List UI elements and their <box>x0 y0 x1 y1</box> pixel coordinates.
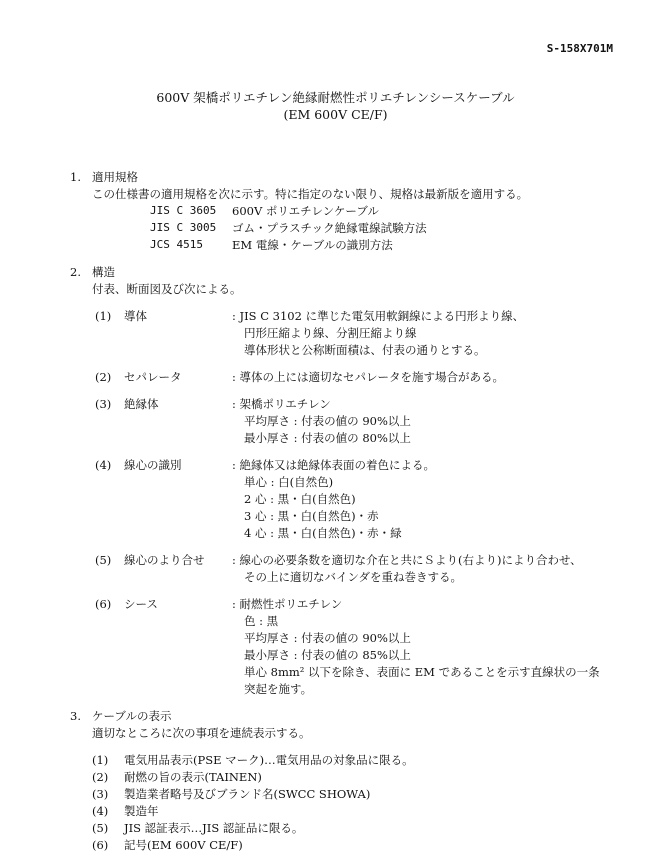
section-heading: 構造 <box>92 265 115 279</box>
item-number: (6) <box>95 597 112 611</box>
list-item: JIS 認証表示…JIS 認証品に限る。 <box>124 821 304 835</box>
document-title: 600V 架橋ポリエチレン絶縁耐燃性ポリエチレンシースケーブル <box>156 90 515 105</box>
list-item-number: (1) <box>92 753 109 767</box>
item-detail: : 架橋ポリエチレン <box>232 397 331 411</box>
item-number: (4) <box>95 458 112 472</box>
item-detail: : JIS C 3102 に準じた電気用軟銅線による円形より線、 <box>232 309 525 323</box>
list-item-number: (2) <box>92 770 109 784</box>
item-detail: 最小厚さ : 付表の値の 80%以上 <box>244 431 411 445</box>
item-detail: 4 心 : 黒・白(自然色)・赤・緑 <box>244 526 402 540</box>
list-item: 製造年 <box>124 804 159 818</box>
standard-code: JIS C 3605 <box>150 204 217 217</box>
standard-code: JCS 4515 <box>150 238 203 251</box>
standard-description: 600V ポリエチレンケーブル <box>232 204 379 218</box>
section-intro: 適切なところに次の事項を連続表示する。 <box>92 726 311 740</box>
section-intro: この仕様書の適用規格を次に示す。特に指定のない限り、規格は最新版を適用する。 <box>92 187 529 201</box>
item-detail: 突起を施す。 <box>244 682 313 696</box>
item-detail: 2 心 : 黒・白(自然色) <box>244 492 356 506</box>
item-detail: : 線心の必要条数を適切な介在と共にＳより(右より)により合わせ、 <box>232 553 582 567</box>
list-item-number: (6) <box>92 838 109 852</box>
item-detail: 単心 8mm² 以下を除き、表面に EM であることを示す直線状の一条 <box>244 665 600 679</box>
list-item: 耐燃の旨の表示(TAINEN) <box>124 770 262 784</box>
section-number: 1. <box>70 170 81 184</box>
item-detail: : 絶縁体又は絶縁体表面の着色による。 <box>232 458 436 472</box>
item-detail: 平均厚さ : 付表の値の 90%以上 <box>244 414 411 428</box>
item-number: (2) <box>95 370 112 384</box>
item-label-insulation: 絶縁体 <box>124 397 159 411</box>
standard-description: ゴム・プラスチック絶縁電線試験方法 <box>232 221 427 235</box>
item-detail: : 導体の上には適切なセパレータを施す場合がある。 <box>232 370 505 384</box>
list-item: 電気用品表示(PSE マーク)…電気用品の対象品に限る。 <box>124 753 414 767</box>
section-heading: ケーブルの表示 <box>92 709 172 723</box>
item-label-conductor: 導体 <box>124 309 147 323</box>
standard-description: EM 電線・ケーブルの識別方法 <box>232 238 393 252</box>
item-detail: 導体形状と公称断面積は、付表の通りとする。 <box>244 343 486 357</box>
list-item-number: (3) <box>92 787 109 801</box>
item-number: (5) <box>95 553 112 567</box>
section-heading: 適用規格 <box>92 170 138 184</box>
item-number: (3) <box>95 397 112 411</box>
item-label-core-identification: 線心の識別 <box>124 458 182 472</box>
item-number: (1) <box>95 309 112 323</box>
list-item: 記号(EM 600V CE/F) <box>124 838 243 852</box>
item-detail: 3 心 : 黒・白(自然色)・赤 <box>244 509 379 523</box>
item-detail: 色 : 黒 <box>244 614 279 628</box>
item-detail: 円形圧縮より線、分割圧縮より線 <box>244 326 417 340</box>
section-number: 2. <box>70 265 81 279</box>
section-intro: 付表、断面図及び次による。 <box>92 282 242 296</box>
section-number: 3. <box>70 709 81 723</box>
list-item-number: (5) <box>92 821 109 835</box>
item-label-stranding: 線心のより合せ <box>124 553 205 567</box>
list-item-number: (4) <box>92 804 109 818</box>
item-detail: : 耐燃性ポリエチレン <box>232 597 343 611</box>
item-detail: 平均厚さ : 付表の値の 90%以上 <box>244 631 411 645</box>
item-label-separator: セパレータ <box>124 370 182 384</box>
document-subtitle: (EM 600V CE/F) <box>283 107 388 122</box>
standard-code: JIS C 3005 <box>150 221 217 234</box>
list-item: 製造業者略号及びブランド名(SWCC SHOWA) <box>124 787 371 801</box>
item-detail: その上に適切なバインダを重ね巻きする。 <box>244 570 463 584</box>
item-detail: 最小厚さ : 付表の値の 85%以上 <box>244 648 411 662</box>
document-code: S-158X701M <box>546 42 613 55</box>
item-label-sheath: シース <box>124 597 158 611</box>
item-detail: 単心 : 白(自然色) <box>244 475 334 489</box>
